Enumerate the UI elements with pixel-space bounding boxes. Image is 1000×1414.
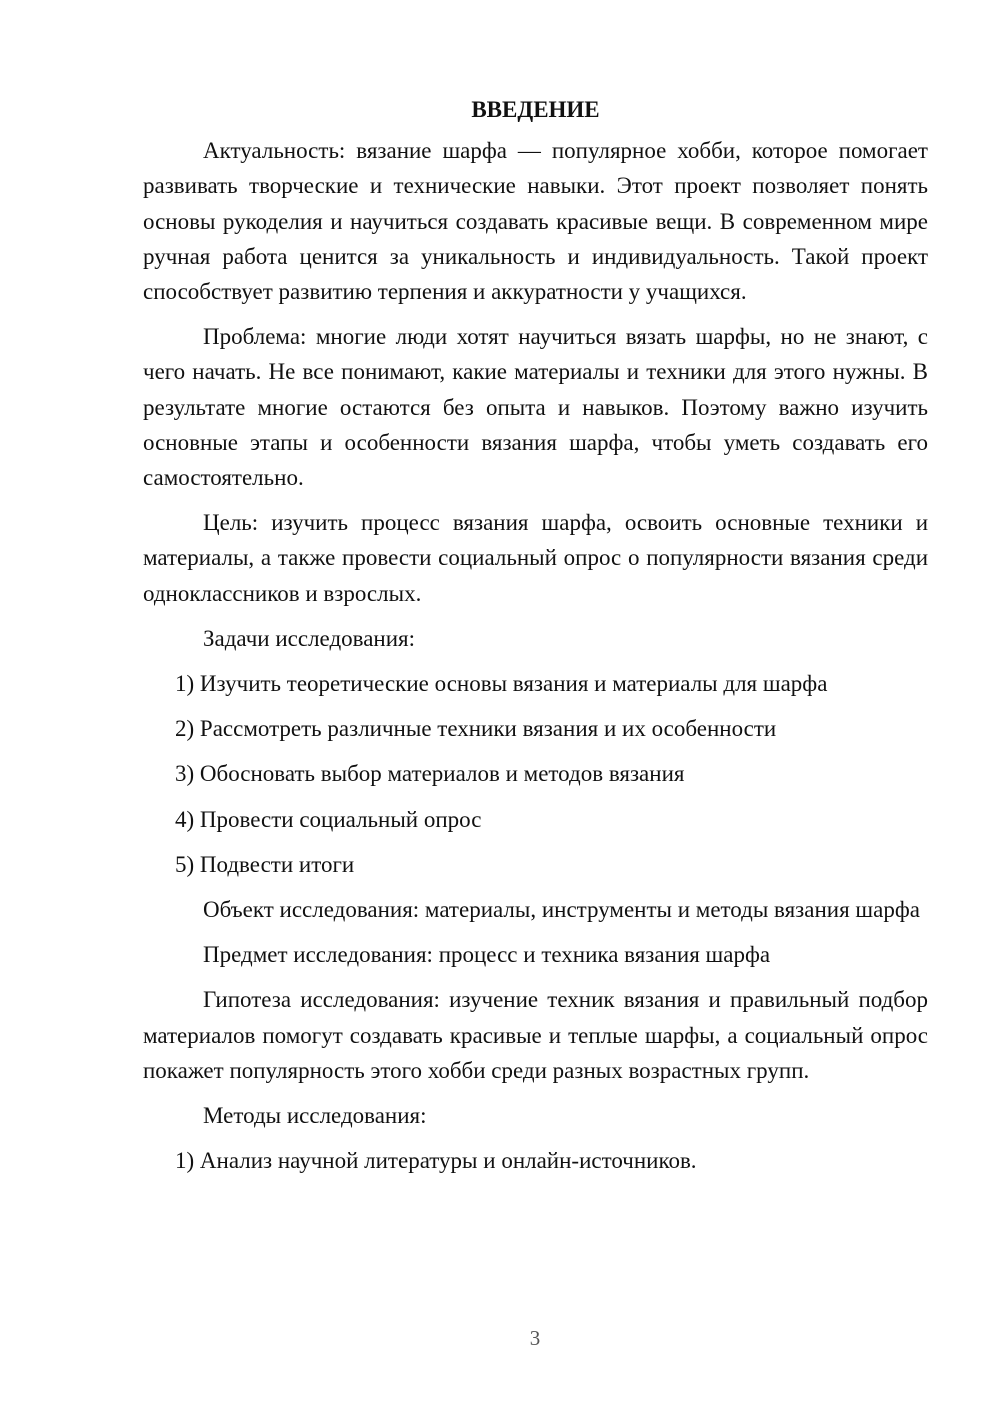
task-item: 2) Рассмотреть различные техники вязания и их особенности bbox=[175, 716, 777, 742]
hypothesis-paragraph: Гипотеза исследования: изучение техник вязания и правильный подбор материалов помогут создавать красивые и теплые шарфы, а социальный опрос покажет популярность этого хобби среди разных возрастных групп. bbox=[143, 987, 928, 1083]
task-item: 4) Провести социальный опрос bbox=[175, 806, 482, 832]
problem-paragraph: Проблема: многие люди хотят научиться вязать шарфы, но не знают, с чего начать. Не все понимают, какие материалы и техники для этого нужны. В результате многие остаются без опыта и навыков. Поэтому важно изучить основные этапы и особенности вязания шарфа, чтобы уметь создавать его самостоятельно. bbox=[143, 324, 928, 491]
goal-paragraph: Цель: изучить процесс вязания шарфа, освоить основные техники и материалы, а также провести социальный опрос о популярности вязания среди одноклассников и взрослых. bbox=[143, 510, 928, 606]
section-title: ВВЕДЕНИЕ bbox=[471, 97, 600, 122]
document-body bbox=[143, 92, 928, 1188]
object-paragraph: Объект исследования: материалы, инструменты и методы вязания шарфа bbox=[203, 897, 920, 923]
methods-heading: Методы исследования: bbox=[203, 1103, 427, 1129]
task-item: 5) Подвести итоги bbox=[175, 851, 355, 877]
task-item: 1) Изучить теоретические основы вязания и материалы для шарфа bbox=[175, 671, 828, 697]
tasks-heading: Задачи исследования: bbox=[203, 625, 416, 651]
task-item: 3) Обосновать выбор материалов и методов вязания bbox=[175, 761, 685, 787]
subject-paragraph: Предмет исследования: процесс и техника вязания шарфа bbox=[203, 942, 771, 968]
method-item: 1) Анализ научной литературы и онлайн-источников. bbox=[175, 1148, 697, 1174]
page-number: 3 bbox=[529, 1326, 541, 1350]
relevance-paragraph: Актуальность: вязание шарфа — популярное хобби, которое помогает развивать творческие и технические навыки. Этот проект позволяет понять основы рукоделия и научиться создавать красивые вещи. В современном мире ручная работа ценится за уникальность и индивидуальность. Такой проект способствует развитию терпения и аккуратности у учащихся. bbox=[143, 138, 928, 305]
